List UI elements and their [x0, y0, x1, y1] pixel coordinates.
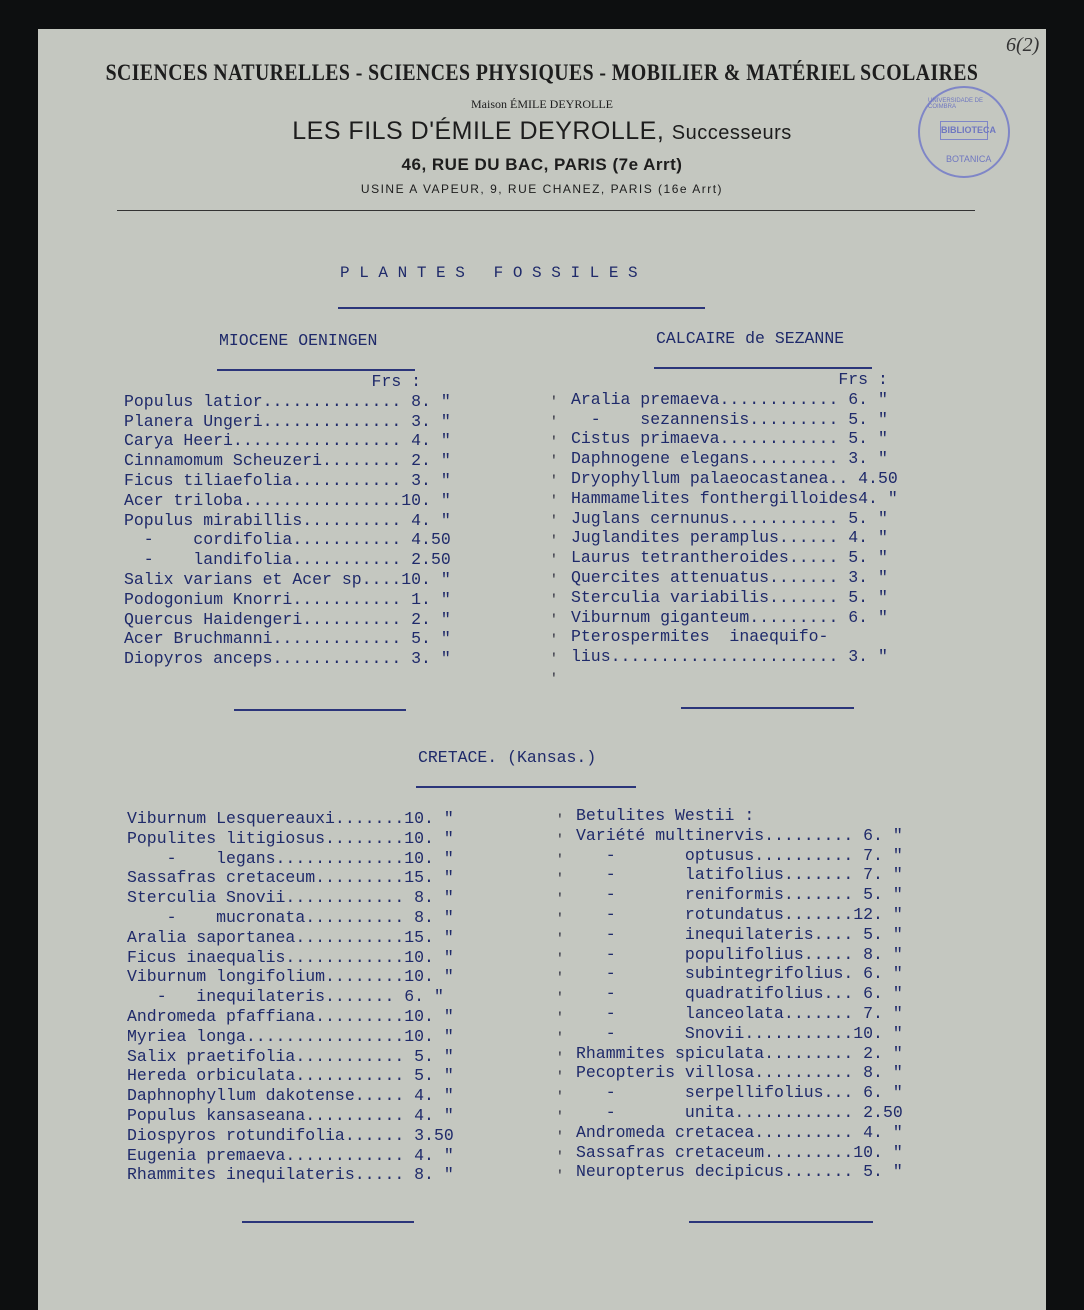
letterhead-rule	[117, 210, 975, 211]
miocene-heading: MIOCENE OENINGEN	[219, 331, 378, 350]
section1-right-rule	[681, 707, 854, 709]
company-name: LES FILS D'ÉMILE DEYROLLE,	[292, 117, 665, 145]
miocene-price-list: Frs : Populus latior.............. 8. " Planera Ungeri.............. 3. " Carya Heeri................. 4. " Cinnamomum Scheuzeri........ 2. " Ficus tiliaefolia........... 3. " Acer triloba................10. " Populus mirabillis.......... 4. " - cordifolia........... 4.50 - landifolia........... 2.50 Salix varians et Acer sp....10. " Podogonium Knorri........... 1. " Quercus Haidengeri.......... 2. " Acer Bruchmanni............. 5. " Diopyros anceps............. 3. "	[124, 372, 451, 669]
company-successors: Successeurs	[671, 122, 792, 144]
stamp-center-text: BIBLIOTECA	[940, 121, 988, 140]
letterhead-address: 46, RUE DU BAC, PARIS (7e Arrt)	[401, 155, 683, 174]
cretace-heading: CRETACE. (Kansas.)	[418, 748, 597, 767]
letterhead-disciplines: SCIENCES NATURELLES - SCIENCES PHYSIQUES - MOBILIER & MATÉRIEL SCOLAIRES	[105, 60, 979, 85]
title-underline	[338, 307, 705, 309]
cretace-left-price-list: Viburnum Lesquereauxi.......10. " Populites litigiosus........10. " - legans.............10. " Sassafras cretaceum.........15. " Sterculia Snovii............ 8. " - mucronata.......... 8. " Aralia saportanea...........15. " Ficus inaequalis............10. " Viburnum longifolium........10. " - inequilateris....... 6. " Andromeda pfaffiana.........10. " Myriea longa................10. " Salix praetifolia........... 5. " Hereda orbiculata........... 5. " Daphnophyllum dakotense..... 4. " Populus kansaseana.......... 4. " Diospyros rotundifolia...... 3.50 Eugenia premaeva............ 4. " Rhammites inequilateris..... 8. "	[127, 809, 454, 1185]
column-separator: ' ' ' ' ' ' ' ' ' ' ' ' ' ' '	[550, 394, 558, 687]
letterhead-maison: Maison ÉMILE DEYROLLE	[471, 97, 613, 111]
calcaire-underline	[654, 367, 872, 369]
miocene-underline	[217, 369, 415, 371]
letterhead-factory: USINE A VAPEUR, 9, RUE CHANEZ, PARIS (16e Arrt)	[360, 182, 724, 196]
cretace-right-price-list: Betulites Westii : Variété multinervis......... 6. " - optusus.......... 7. " - latifolius....... 7. " - reniformis....... 5. " - rotundatus.......12. " - inequilateris.... 5. " - populifolius..... 8. " - subintegrifolius. 6. " - quadratifolius... 6. " - lanceolata....... 7. " - Snovii...........10. " Rhammites spiculata......... 2. " Pecopteris villosa.......... 8. " - serpellifolius... 6. " - unita............ 2.50 Andromeda cretacea.......... 4. " Sassafras cretaceum.........10. " Neuropterus decipicus....... 5. "	[576, 806, 903, 1182]
calcaire-heading: CALCAIRE de SEZANNE	[656, 329, 845, 348]
stamp-top-text: UNIVERSIDADE DE COIMBRA	[928, 98, 984, 110]
section2-left-rule	[242, 1221, 414, 1223]
library-stamp	[918, 86, 1010, 178]
column-separator-2: ' ' ' ' ' ' ' ' ' ' ' ' ' ' ' ' ' ' '	[556, 812, 564, 1184]
document-title: P L A N T E S F O S S I L E S	[340, 264, 638, 282]
section1-left-rule	[234, 709, 406, 711]
archive-number: 6(2)	[1006, 34, 1040, 56]
stamp-bottom-text: BOTANICA	[946, 154, 992, 164]
sezanne-price-list: Frs : Aralia premaeva............ 6. " - sezannensis......... 5. " Cistus primaeva............ 5. " Daphnogene elegans......... 3. " Dryophyllum palaeocastanea.. 4.50 Hammamelites fonthergilloides4. " Juglans cernunus........... 5. " Juglandites peramplus...... 4. " Laurus tetrantheroides..... 5. " Quercites attenuatus....... 3. " Sterculia variabilis....... 5. " Viburnum giganteum......... 6. " Pterospermites inaequifo- lius....................... 3. "	[571, 370, 898, 667]
section2-right-rule	[689, 1221, 873, 1223]
cretace-underline	[416, 786, 636, 788]
